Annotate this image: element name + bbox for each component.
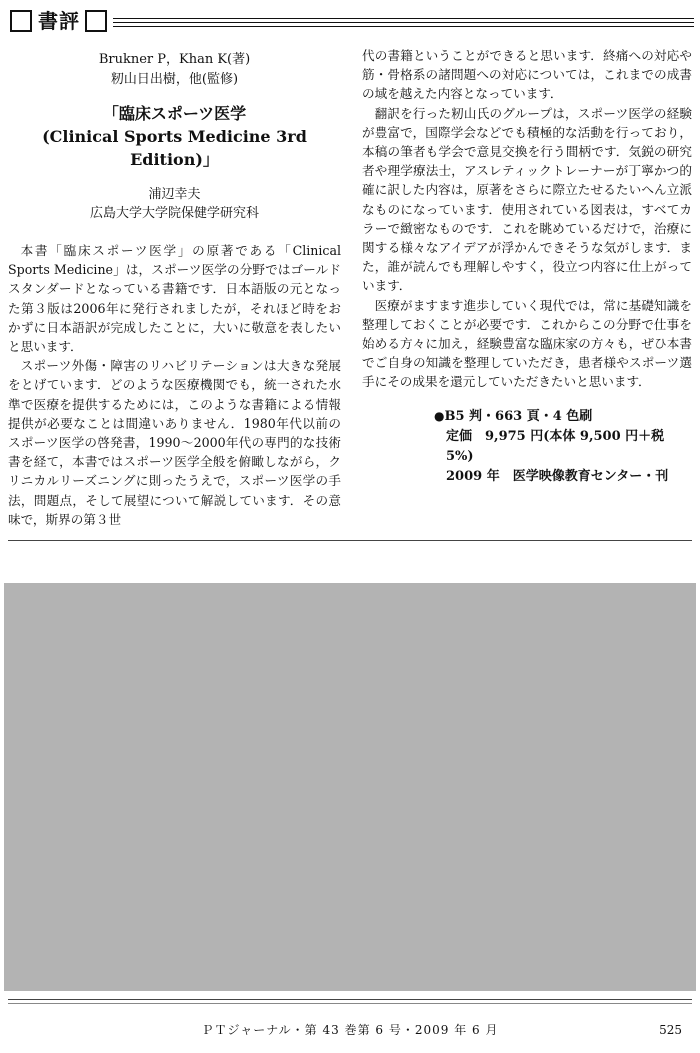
header-box-right xyxy=(85,10,107,32)
publication-spec: B5 判・663 頁・4 色刷 xyxy=(444,408,593,424)
review-body-left xyxy=(8,241,341,529)
publication-publisher: 2009 年 医学映像教育センター・刊 xyxy=(446,468,669,484)
reviewer-affiliation: 広島大学大学院保健学研究科 xyxy=(89,206,259,221)
journal-citation: ＰＴジャーナル・第 43 巻第 6 号・2009 年 6 月 xyxy=(201,1023,499,1037)
blank-image-area xyxy=(4,583,696,991)
publication-info xyxy=(434,406,692,487)
book-title-en: (Clinical Sports Medicine 3rd Edition)」 xyxy=(42,127,307,169)
book-authors: Brukner P，Khan K(著) xyxy=(98,52,251,67)
header-rule xyxy=(113,22,694,23)
left-column xyxy=(8,50,341,529)
footer-divider xyxy=(8,999,692,1000)
footer-divider xyxy=(8,1003,692,1004)
section-header xyxy=(10,8,694,38)
section-title: 書評 xyxy=(38,9,80,33)
publication-price: 定価 9,975 円(本体 9,500 円＋税 5%) xyxy=(446,428,665,464)
review-paragraph: スポーツ外傷・障害のリハビリテーションは大きな発展をとげています．どのような医療機関でも，統一された水準で医療を提供するためには，このような書籍による情報提供が必要なことは間違いありません．1980年代以前のスポーツ医学の啓発書，1990〜2000年代の専門的な技術書を経て，本書ではスポーツ医学全般を俯瞰しながら，クリニカルリーズニングに則ったうえで，スポーツ医学の手法，問題点，そして展望について解説しています．その意味で，斯界の第３世 xyxy=(8,358,341,527)
header-box-left xyxy=(10,10,32,32)
reviewer-name: 浦辺幸夫 xyxy=(148,187,201,202)
review-paragraph: 本書「臨床スポーツ医学」の原著である「Clinical Sports Medicine」は，スポーツ医学の分野ではゴールドスタンダードとなっている書籍です．日本語版の元となった第３版は2006年に発行されましたが，それほど時をおかずに日本語訳が完成したことに，大いに敬意を表したいと思います． xyxy=(8,243,341,355)
book-title-ja: 「臨床スポーツ医学 xyxy=(102,104,247,123)
review-paragraph: 医療がますます進歩していく現代では，常に基礎知識を整理しておくことが必要です．これからこの分野で仕事を始める方々に加え，経験豊富な臨床家の方々も，ぜひ本書でご自身の知識を整理していただき，患者様やスポーツ選手にその成果を還元していただきたいと思います． xyxy=(362,297,692,390)
review-paragraph-continued: 代の書籍ということができると思います．終痛への対応や筋・骨格系の諸問題への対応については，これまでの成書の域を越えた内容となっています． xyxy=(362,48,692,102)
book-editors: 籾山日出樹，他(監修) xyxy=(110,72,239,87)
right-column xyxy=(362,46,692,487)
book-title xyxy=(8,102,341,171)
section-divider xyxy=(8,540,692,541)
page-number: 525 xyxy=(659,1023,682,1037)
header-rule xyxy=(113,18,694,19)
bullet-icon: ● xyxy=(434,408,445,423)
review-paragraph: 翻訳を行った籾山氏のグループは，スポーツ医学の経験が豊富で，国際学会などでも積極的な活動を行っており，本稿の筆者も学会で意見交換を行う間柄です．気鋭の研究者や理学療法士，アスレティックトレーナーが丁寧かつ的確に訳した内容は，原著をさらに際立たせるたいへん立派なものになっています．使用されている図表は，すべてカラーで緻密なものです．これを眺めているだけで，治療に関する様々なアイデアが浮かんできそうな気がします．また，誰が読んでも理解しやすく，役立つ内容に仕上がっています． xyxy=(362,105,692,294)
review-body-right xyxy=(362,46,692,392)
header-rule xyxy=(113,26,694,27)
